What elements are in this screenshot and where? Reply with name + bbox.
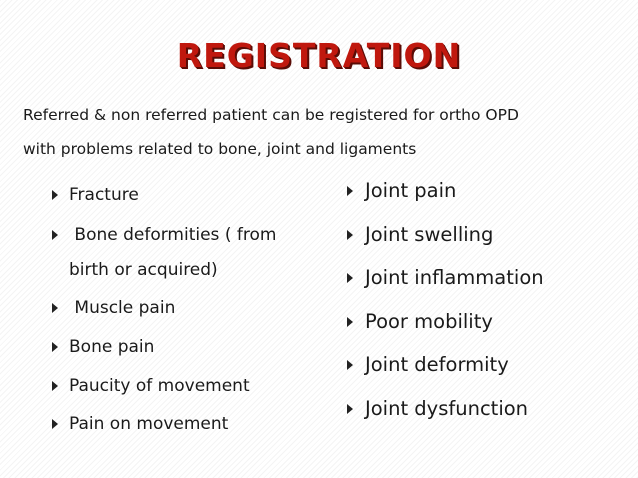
triangle-right-icon bbox=[347, 404, 353, 414]
intro-line-2: with problems related to bone, joint and ligaments bbox=[23, 140, 417, 158]
triangle-right-icon bbox=[52, 303, 58, 313]
list-item-text: Fracture bbox=[69, 185, 139, 205]
list-item-text: Paucity of movement bbox=[69, 376, 250, 396]
list-item-text: Muscle pain bbox=[69, 298, 176, 318]
list-item-text: Joint inflammation bbox=[365, 266, 544, 289]
list-item-continuation: birth or acquired) bbox=[69, 260, 218, 280]
list-item-text: Joint pain bbox=[365, 179, 457, 202]
slide-title: REGISTRATION bbox=[176, 36, 462, 75]
list-item-text: Poor mobility bbox=[365, 310, 493, 333]
triangle-right-icon bbox=[52, 190, 58, 200]
intro-line-1: Referred & non referred patient can be registered for ortho OPD bbox=[23, 106, 519, 124]
triangle-right-icon bbox=[52, 381, 58, 391]
intro-text bbox=[23, 98, 623, 166]
triangle-right-icon bbox=[347, 360, 353, 370]
triangle-right-icon bbox=[52, 342, 58, 352]
list-item-text: Joint swelling bbox=[365, 223, 494, 246]
list-item-text: Joint deformity bbox=[365, 353, 509, 376]
list-item-text: Joint dysfunction bbox=[365, 397, 529, 420]
list-item-text: Pain on movement bbox=[69, 414, 229, 434]
list-item-text: Bone pain bbox=[69, 337, 155, 357]
triangle-right-icon bbox=[347, 317, 353, 327]
triangle-right-icon bbox=[347, 273, 353, 283]
triangle-right-icon bbox=[347, 230, 353, 240]
triangle-right-icon bbox=[52, 230, 58, 240]
triangle-right-icon bbox=[347, 186, 353, 196]
triangle-right-icon bbox=[52, 419, 58, 429]
list-item-text: Bone deformities ( from bbox=[69, 225, 277, 245]
